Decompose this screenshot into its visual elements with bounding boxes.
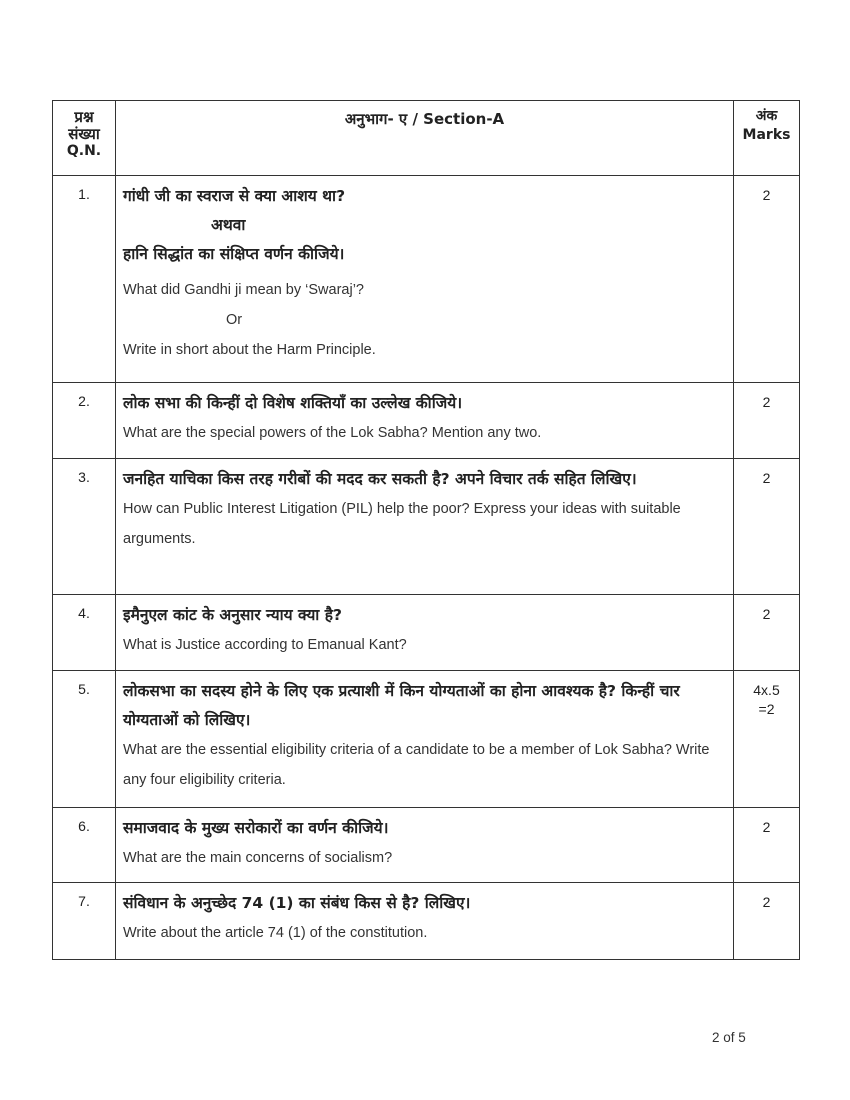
question-hindi: लोकसभा का सदस्य होने के लिए एक प्रत्याशी में किन योग्यताओं का होना आवश्यक है? किन्हीं चार योग्यताओं को लिखिए। xyxy=(123,682,680,729)
question-row-3 xyxy=(53,459,800,595)
question-english: What are the essential eligibility criteria of a candidate to be a member of Lok Sabha? Write any four eligibility criteria. xyxy=(123,742,710,788)
question-row-2 xyxy=(53,383,800,459)
question-marks: 2 xyxy=(734,595,800,671)
question-number: 6. xyxy=(53,808,116,883)
marks-header xyxy=(734,101,800,176)
or-hindi: अथवा xyxy=(211,216,246,234)
question-number: 4. xyxy=(53,595,116,671)
table-header-row xyxy=(53,101,800,176)
question-table xyxy=(52,100,800,960)
question-english: What did Gandhi ji mean by ‘Swaraj’? xyxy=(123,282,364,298)
question-content xyxy=(116,383,734,459)
question-marks: 2 xyxy=(734,459,800,595)
question-content xyxy=(116,595,734,671)
question-english: How can Public Interest Litigation (PIL) help the poor? Express your ideas with suitable arguments. xyxy=(123,501,681,547)
question-marks xyxy=(734,671,800,808)
marks-hindi-label: अंक xyxy=(755,108,778,124)
question-number: 2. xyxy=(53,383,116,459)
question-content xyxy=(116,883,734,960)
question-english: What is Justice according to Emanual Kant? xyxy=(123,637,407,653)
section-title: अनुभाग- ए / Section-A xyxy=(116,101,734,176)
question-hindi: समाजवाद के मुख्य सरोकारों का वर्णन कीजिये। xyxy=(123,819,389,837)
question-number-header xyxy=(53,101,116,176)
marks-line-2: =2 xyxy=(758,701,775,717)
question-content xyxy=(116,176,734,383)
question-row-1 xyxy=(53,176,800,383)
question-marks: 2 xyxy=(734,176,800,383)
question-hindi-alt: हानि सिद्धांत का संक्षिप्त वर्णन कीजिये। xyxy=(123,245,345,263)
question-hindi: गांधी जी का स्वराज से क्या आशय था? xyxy=(123,187,346,205)
or-english: Or xyxy=(226,312,243,328)
qn-hindi-label-1: प्रश्न xyxy=(74,108,94,126)
question-hindi: संविधान के अनुच्छेद 74 (1) का संबंध किस से है? लिखिए। xyxy=(123,894,471,912)
question-hindi: इमैनुएल कांट के अनुसार न्याय क्या है? xyxy=(123,606,342,624)
question-row-7 xyxy=(53,883,800,960)
marks-english-label: Marks xyxy=(742,127,791,143)
page-number: 2 of 5 xyxy=(712,1030,746,1045)
question-english: What are the main concerns of socialism? xyxy=(123,850,393,866)
question-row-4 xyxy=(53,595,800,671)
question-number: 7. xyxy=(53,883,116,960)
qn-english-label: Q.N. xyxy=(66,143,102,159)
question-hindi: जनहित याचिका किस तरह गरीबों की मदद कर सकती है? अपने विचार तर्क सहित लिखिए। xyxy=(123,470,637,488)
question-english: What are the special powers of the Lok Sabha? Mention any two. xyxy=(123,425,542,441)
question-number: 3. xyxy=(53,459,116,595)
question-content xyxy=(116,671,734,808)
question-hindi: लोक सभा की किन्हीं दो विशेष शक्तियाँ का उल्लेख कीजिये। xyxy=(123,394,463,412)
question-row-5 xyxy=(53,671,800,808)
qn-hindi-label-2: संख्या xyxy=(68,125,100,143)
question-number: 5. xyxy=(53,671,116,808)
question-content xyxy=(116,808,734,883)
question-marks: 2 xyxy=(734,383,800,459)
question-marks: 2 xyxy=(734,883,800,960)
question-row-6 xyxy=(53,808,800,883)
question-number: 1. xyxy=(53,176,116,383)
question-english-alt: Write in short about the Harm Principle. xyxy=(123,342,376,358)
question-english: Write about the article 74 (1) of the constitution. xyxy=(123,925,428,941)
question-content xyxy=(116,459,734,595)
question-marks: 2 xyxy=(734,808,800,883)
marks-line-1: 4x.5 xyxy=(753,682,780,698)
